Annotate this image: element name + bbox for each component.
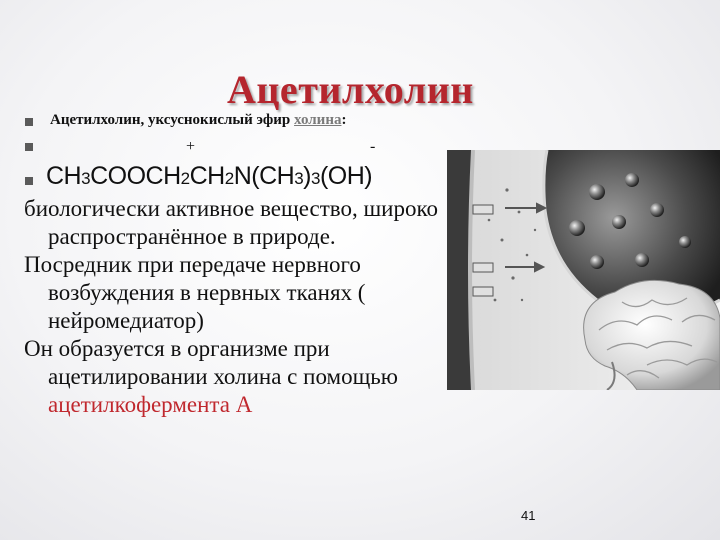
formula-sub: 2: [180, 169, 190, 188]
slide-title: Ацетилхолин: [227, 67, 474, 112]
paragraph-definition: биологически активное вещество, широко распространённое в природе.: [24, 196, 438, 249]
paragraph-mediator: Посредник при передаче нервного возбуждения в нервных тканях ( нейромедиатор): [24, 252, 366, 333]
definition-colon: :: [341, 112, 347, 128]
bullet-icon: [25, 143, 33, 151]
formula-part: CH: [189, 162, 225, 190]
formula-sub: 2: [224, 169, 234, 188]
formula-part: COOCH: [90, 162, 181, 190]
definition-line: [50, 112, 346, 129]
definition-text: Ацетилхолин, уксуснокислый эфир: [50, 112, 295, 128]
charge-minus: -: [370, 138, 376, 155]
charge-plus: +: [186, 138, 196, 155]
formula-part: ): [303, 162, 311, 190]
body-text: [24, 195, 454, 419]
bullet-icon: [25, 118, 33, 126]
formula-part: (OH): [319, 162, 373, 190]
acetyl-coa-term: ацетилкофермента А: [48, 392, 253, 417]
paragraph-synthesis: [24, 335, 454, 419]
synapse-brain-illustration: [447, 150, 720, 390]
chemical-formula: [46, 162, 372, 191]
paragraph-synthesis-text: Он образуется в организме при ацетилировании холина с помощью: [24, 336, 398, 389]
choline-link[interactable]: холина: [294, 112, 342, 128]
formula-part: N(CH: [233, 162, 295, 190]
formula-part: CH: [46, 162, 82, 190]
bullet-icon: [25, 177, 33, 185]
page-number: 41: [521, 508, 536, 523]
formula-sub: 3: [294, 169, 304, 188]
formula-sub: 3: [310, 169, 320, 188]
formula-sub: 3: [81, 169, 91, 188]
